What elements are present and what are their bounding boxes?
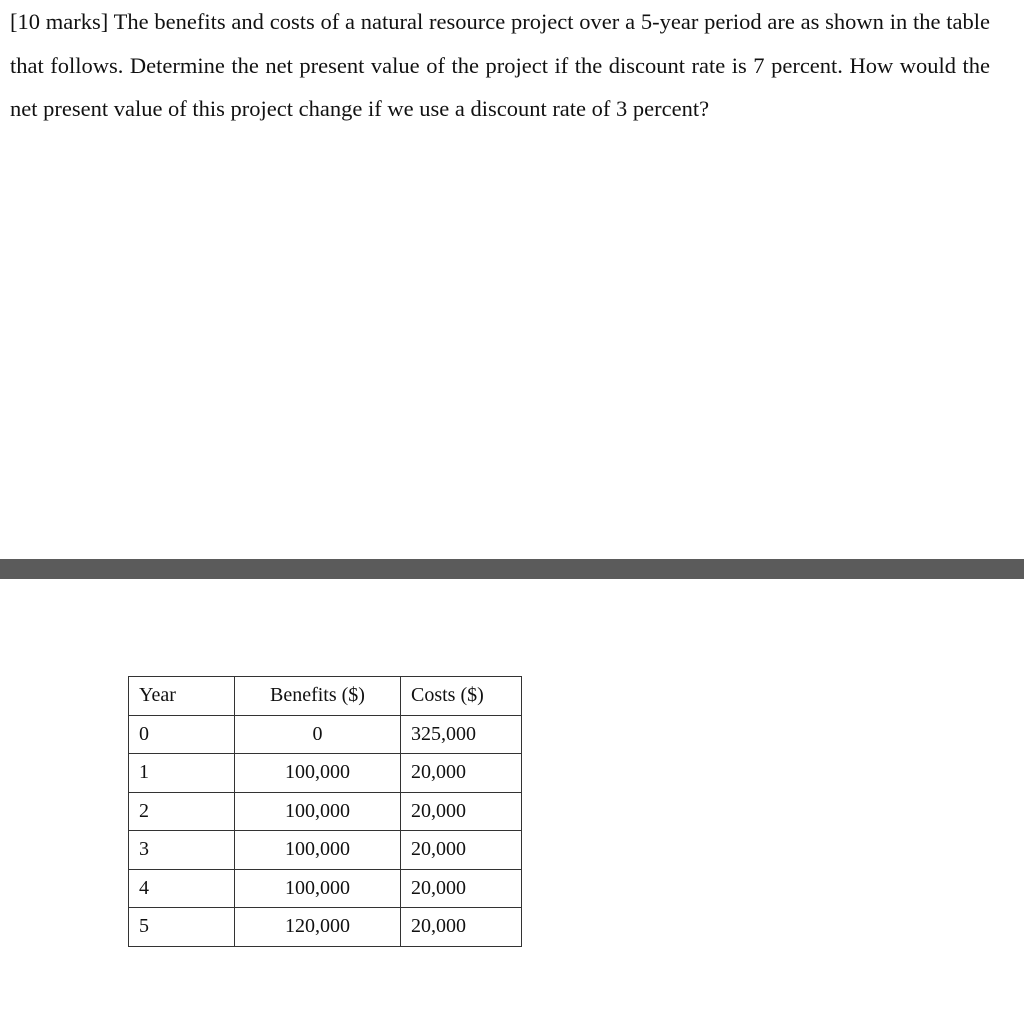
- cell-year: 1: [129, 754, 235, 793]
- table-row: [129, 754, 522, 793]
- cell-benefits: 100,000: [235, 831, 401, 870]
- cell-benefits: 100,000: [235, 869, 401, 908]
- cell-year: 4: [129, 869, 235, 908]
- cell-benefits: 100,000: [235, 754, 401, 793]
- cell-benefits: 100,000: [235, 792, 401, 831]
- table-row: [129, 792, 522, 831]
- cell-costs: 20,000: [401, 831, 522, 870]
- benefits-costs-table: [128, 676, 522, 947]
- cell-year: 2: [129, 792, 235, 831]
- cell-costs: 20,000: [401, 792, 522, 831]
- table-row: [129, 908, 522, 947]
- cell-costs: 325,000: [401, 715, 522, 754]
- cell-costs: 20,000: [401, 754, 522, 793]
- table-row: [129, 715, 522, 754]
- question-text: [10 marks] The benefits and costs of a natural resource project over a 5-year period are as shown in the table that follows. Determine the net present value of the project if the discount rate is 7 percent. How would the net present value of this project change if we use a discount rate of 3 percent?: [10, 9, 990, 121]
- cell-costs: 20,000: [401, 908, 522, 947]
- section-divider: [0, 559, 1024, 579]
- table-header-row: [129, 677, 522, 716]
- cell-year: 5: [129, 908, 235, 947]
- table-row: [129, 831, 522, 870]
- cell-year: 0: [129, 715, 235, 754]
- cell-benefits: 120,000: [235, 908, 401, 947]
- cell-benefits: 0: [235, 715, 401, 754]
- cell-year: 3: [129, 831, 235, 870]
- table-row: [129, 869, 522, 908]
- header-year: Year: [129, 677, 235, 716]
- header-benefits: Benefits ($): [235, 677, 401, 716]
- cell-costs: 20,000: [401, 869, 522, 908]
- header-costs: Costs ($): [401, 677, 522, 716]
